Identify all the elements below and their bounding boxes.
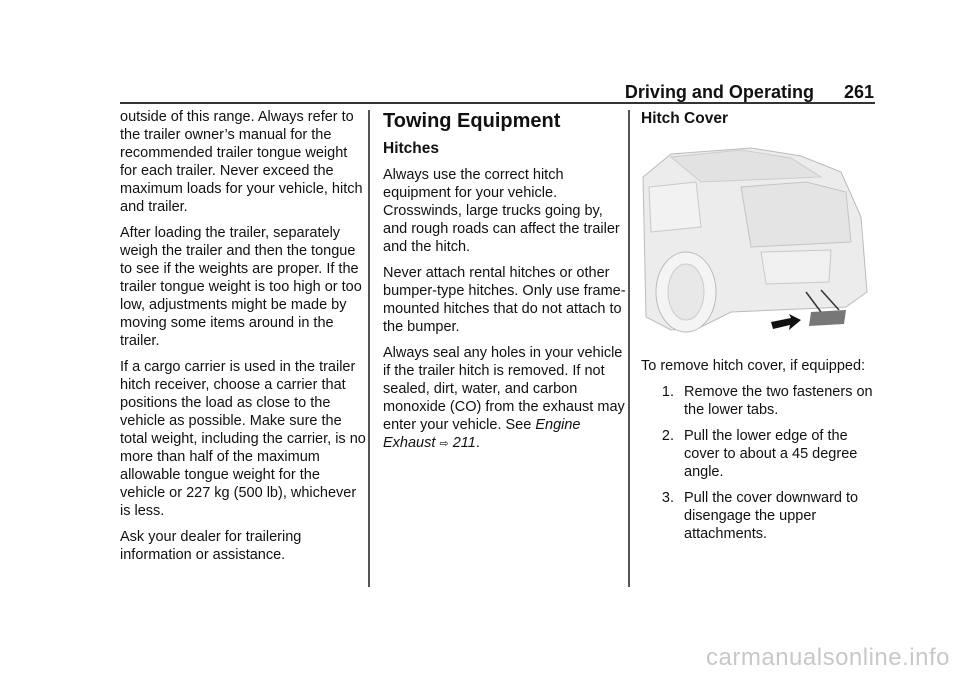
paragraph: Ask your dealer for trailering information or assistance. bbox=[120, 529, 302, 563]
step-text: Pull the lower edge of the cover to about a 45 degree angle. bbox=[684, 428, 858, 480]
steps-list bbox=[641, 383, 876, 543]
paragraph: To remove hitch cover, if equipped: bbox=[641, 358, 866, 374]
step-number: 2. bbox=[661, 428, 674, 444]
watermark: carmanualsonline.info bbox=[706, 644, 950, 671]
column-divider bbox=[368, 110, 370, 587]
subsection-heading: Hitch Cover bbox=[641, 110, 728, 127]
paragraph: outside of this range. Always refer to the trailer owner’s manual for the recommended trailer tongue weight for each trailer. Never exceed the maximum loads for your vehicle, hitch and trailer. bbox=[120, 109, 363, 215]
page-ref-arrow-icon: ⇨ bbox=[439, 438, 449, 450]
column-2 bbox=[383, 108, 628, 461]
page-number: 261 bbox=[843, 82, 874, 102]
column-1 bbox=[120, 108, 368, 572]
list-item bbox=[641, 383, 876, 419]
list-item bbox=[641, 489, 876, 543]
paragraph: Always use the correct hitch equipment for your vehicle. Crosswinds, large trucks going by, and rough roads can affect the trailer and the hitch. bbox=[383, 167, 620, 255]
header-rule bbox=[120, 102, 875, 104]
punctuation: . bbox=[475, 435, 480, 451]
section-title: Driving and Operating bbox=[624, 82, 814, 102]
paragraph: Never attach rental hitches or other bumper-type hitches. Only use frame-mounted hitches that do not attach to the bumper. bbox=[383, 265, 626, 335]
page-header bbox=[625, 82, 874, 103]
paragraph bbox=[383, 344, 628, 453]
list-item bbox=[641, 427, 876, 481]
paragraph: After loading the trailer, separately weigh the trailer and then the tongue to see if the weights are proper. If the trailer tongue weight is too high or too low, adjustments might be made by moving some items around in the trailer. bbox=[120, 225, 362, 349]
subsection-heading: Hitches bbox=[383, 140, 439, 157]
step-number: 3. bbox=[661, 490, 674, 506]
paragraph-text: Always seal any holes in your vehicle if the trailer hitch is removed. If not sealed, dirt, water, and carbon monoxide (CO) from the exhaust may enter your vehicle. See bbox=[383, 345, 625, 433]
step-text: Remove the two fasteners on the lower tabs. bbox=[684, 384, 873, 418]
column-3 bbox=[641, 108, 876, 551]
cross-reference-link[interactable]: Engine Exhaust bbox=[383, 417, 581, 451]
hitch-cover-illustration bbox=[641, 142, 869, 342]
paragraph: If a cargo carrier is used in the trailer hitch receiver, choose a carrier that positions the load as close to the vehicle as possible. Make sure the total weight, including the carrier, is no more than half of the maximum allowable tongue weight for the vehicle or 227 kg (500 lb), whichever is less. bbox=[120, 359, 366, 519]
section-heading: Towing Equipment bbox=[383, 110, 561, 132]
step-number: 1. bbox=[661, 384, 674, 400]
cross-reference-page[interactable]: 211 bbox=[452, 435, 476, 451]
column-divider bbox=[628, 110, 630, 587]
step-text: Pull the cover downward to disengage the upper attachments. bbox=[684, 490, 859, 542]
